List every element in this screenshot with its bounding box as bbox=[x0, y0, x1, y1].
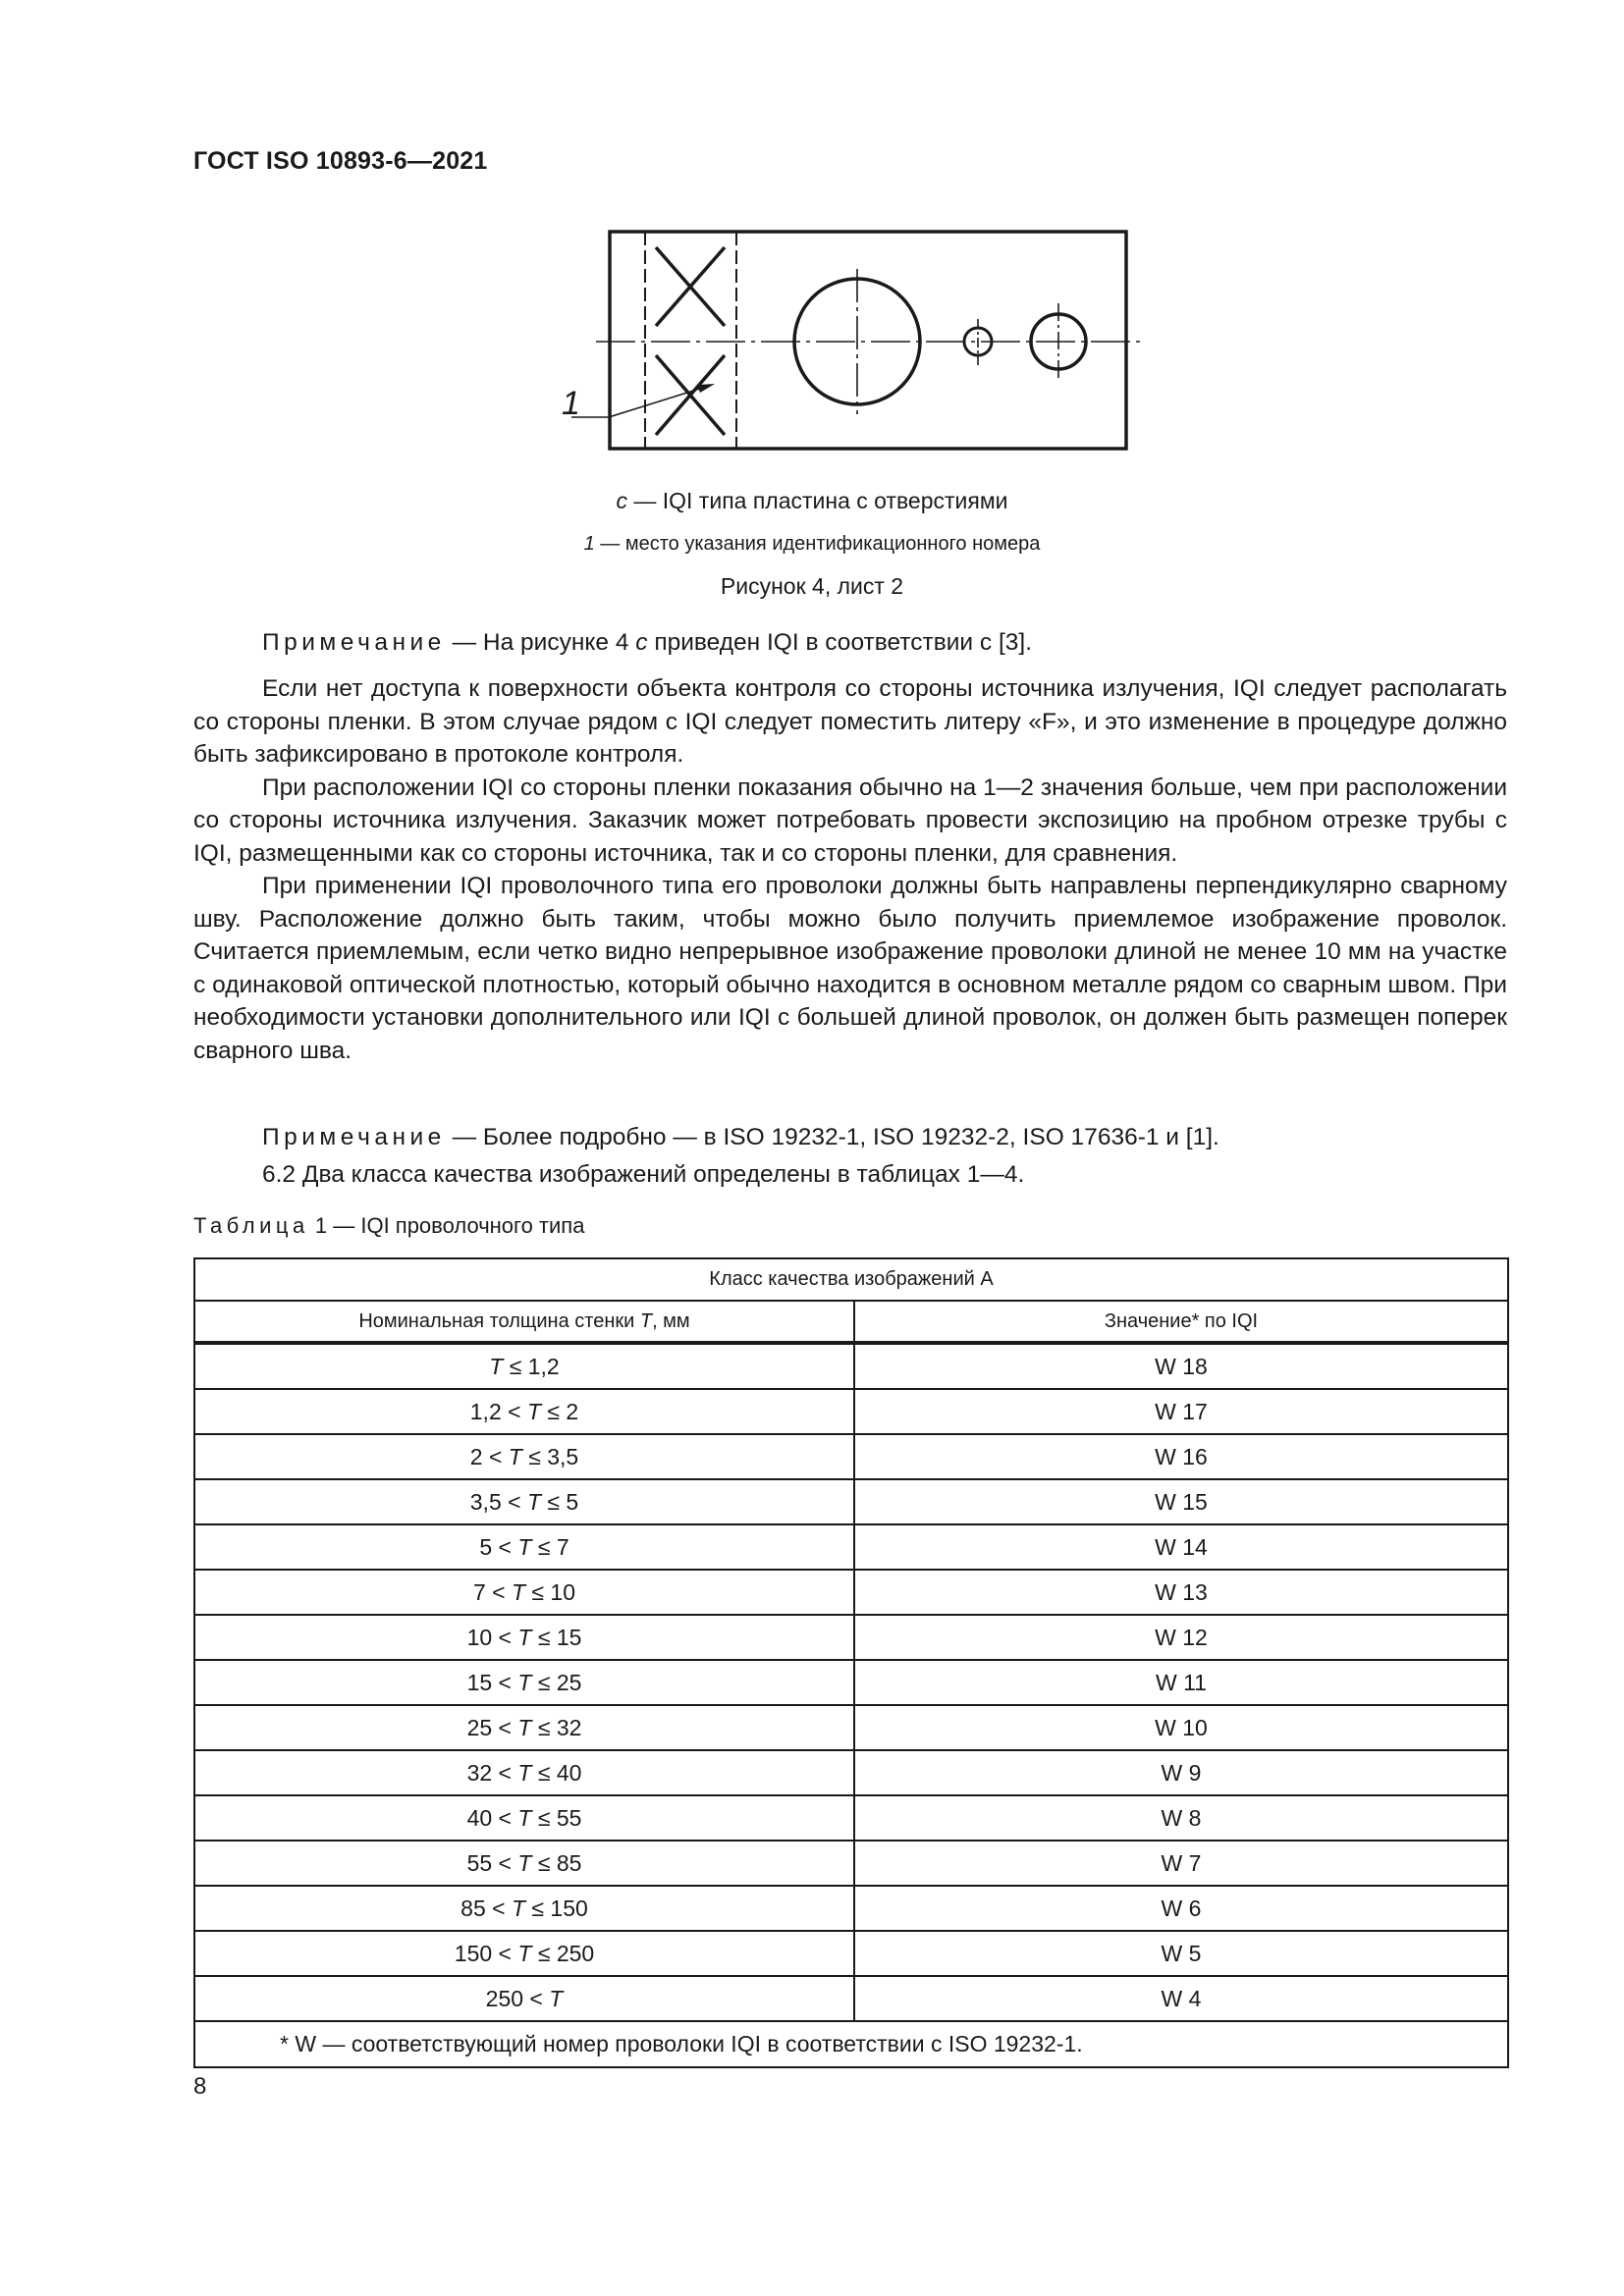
figure-caption: Рисунок 4, лист 2 bbox=[720, 573, 904, 599]
iqi-value-cell: W 4 bbox=[854, 1976, 1508, 2021]
iqi-value-cell: W 7 bbox=[854, 1841, 1508, 1886]
table-row bbox=[194, 1615, 1508, 1660]
table-footnote-row bbox=[194, 2021, 1508, 2067]
table-row bbox=[194, 1660, 1508, 1705]
thickness-cell: 10 < T ≤ 15 bbox=[194, 1615, 854, 1660]
table-row bbox=[194, 1750, 1508, 1795]
iqi-value-cell: W 5 bbox=[854, 1931, 1508, 1976]
thickness-cell: 15 < T ≤ 25 bbox=[194, 1660, 854, 1705]
iqi-value-cell: W 17 bbox=[854, 1389, 1508, 1434]
table-row bbox=[194, 1795, 1508, 1841]
thickness-cell: 250 < T bbox=[194, 1976, 854, 2021]
iqi-value-cell: W 11 bbox=[854, 1660, 1508, 1705]
iqi-plate-drawing bbox=[550, 221, 1159, 466]
thickness-cell: 3,5 < T ≤ 5 bbox=[194, 1479, 854, 1524]
page-number: 8 bbox=[193, 2073, 207, 2100]
thickness-cell: 7 < T ≤ 10 bbox=[194, 1570, 854, 1615]
body-text bbox=[193, 672, 1507, 1067]
iqi-value-cell: W 16 bbox=[854, 1434, 1508, 1479]
document-header: ГОСТ ISO 10893-6—2021 bbox=[193, 147, 488, 175]
table-row bbox=[194, 1976, 1508, 2021]
class-header: Класс качества изображений А bbox=[194, 1258, 1508, 1301]
table-row bbox=[194, 1524, 1508, 1570]
iqi-wire-table bbox=[193, 1257, 1509, 2068]
figure-subcaption: c — IQI типа пластина с отверстиями bbox=[616, 488, 1008, 513]
table-row bbox=[194, 1343, 1508, 1389]
note-1-label: Примечание bbox=[262, 629, 446, 656]
col-header-value: Значение* по IQI bbox=[854, 1301, 1508, 1343]
thickness-cell: T ≤ 1,2 bbox=[194, 1343, 854, 1389]
thickness-cell: 25 < T ≤ 32 bbox=[194, 1705, 854, 1750]
thickness-cell: 2 < T ≤ 3,5 bbox=[194, 1434, 854, 1479]
note-1: Примечание — На рисунке 4 c приведен IQI в соответствии с [3]. bbox=[262, 629, 1033, 656]
thickness-cell: 5 < T ≤ 7 bbox=[194, 1524, 854, 1570]
paragraph: Если нет доступа к поверхности объекта контроля со стороны источника излучения, IQI следует располагать со стороны пленки. В этом случае рядом с IQI следует поместить литеру «F», и это изменение в процедуре должно быть зафиксировано в протоколе контроля. bbox=[193, 675, 1507, 768]
table-row bbox=[194, 1931, 1508, 1976]
iqi-value-cell: W 15 bbox=[854, 1479, 1508, 1524]
iqi-value-cell: W 10 bbox=[854, 1705, 1508, 1750]
iqi-value-cell: W 8 bbox=[854, 1795, 1508, 1841]
table-row bbox=[194, 1389, 1508, 1434]
paragraph: При применении IQI проволочного типа его проволоки должны быть направлены перпендикулярно сварному шву. Расположение должно быть таким, чтобы можно было получить приемлемое изображение проволок. Считается приемлемым, если четко видно непрерывное изображение проволоки длиной не менее 10 мм на участке с одинаковой оптической плотностью, который обычно находится в основном металле рядом со сварным швом. При необходимости установки дополнительного или IQI с большей длиной проволок, он должен быть размещен поперек сварного шва. bbox=[193, 873, 1507, 1064]
note-2-label: Примечание bbox=[262, 1124, 446, 1150]
iqi-value-cell: W 14 bbox=[854, 1524, 1508, 1570]
table-title: Таблица 1 — IQI проволочного типа bbox=[193, 1213, 585, 1238]
table-row bbox=[194, 1886, 1508, 1931]
paragraph: При расположении IQI со стороны пленки показания обычно на 1—2 значения больше, чем при расположении со стороны источника излучения. Заказчик может потребовать провести экспозицию на пробном отрезке трубы с IQI, размещенными как со стороны источника, так и со стороны пленки, для сравнения. bbox=[193, 774, 1507, 867]
figure-label-1: 1 bbox=[562, 385, 580, 422]
thickness-cell: 32 < T ≤ 40 bbox=[194, 1750, 854, 1795]
thickness-cell: 150 < T ≤ 250 bbox=[194, 1931, 854, 1976]
iqi-value-cell: W 13 bbox=[854, 1570, 1508, 1615]
table-row bbox=[194, 1479, 1508, 1524]
note-2: Примечание — Более подробно — в ISO 19232-1, ISO 19232-2, ISO 17636-1 и [1]. bbox=[262, 1124, 1219, 1150]
iqi-value-cell: W 12 bbox=[854, 1615, 1508, 1660]
iqi-value-cell: W 9 bbox=[854, 1750, 1508, 1795]
iqi-value-cell: W 18 bbox=[854, 1343, 1508, 1389]
table-row bbox=[194, 1570, 1508, 1615]
leader-arrowhead bbox=[697, 384, 715, 393]
thickness-cell: 85 < T ≤ 150 bbox=[194, 1886, 854, 1931]
thickness-cell: 1,2 < T ≤ 2 bbox=[194, 1389, 854, 1434]
iqi-value-cell: W 6 bbox=[854, 1886, 1508, 1931]
table-row bbox=[194, 1434, 1508, 1479]
table-row bbox=[194, 1705, 1508, 1750]
thickness-cell: 55 < T ≤ 85 bbox=[194, 1841, 854, 1886]
section-6-2: 6.2 Два класса качества изображений определены в таблицах 1—4. bbox=[262, 1161, 1025, 1188]
table-row bbox=[194, 1841, 1508, 1886]
figure-key: 1 — место указания идентификационного номера bbox=[583, 533, 1041, 555]
table-footnote: * W — соответствующий номер проволоки IQI в соответствии с ISO 19232-1. bbox=[194, 2021, 1508, 2067]
thickness-cell: 40 < T ≤ 55 bbox=[194, 1795, 854, 1841]
plate-outline bbox=[610, 232, 1126, 449]
col-header-thickness: Номинальная толщина стенки T, мм bbox=[194, 1301, 854, 1343]
